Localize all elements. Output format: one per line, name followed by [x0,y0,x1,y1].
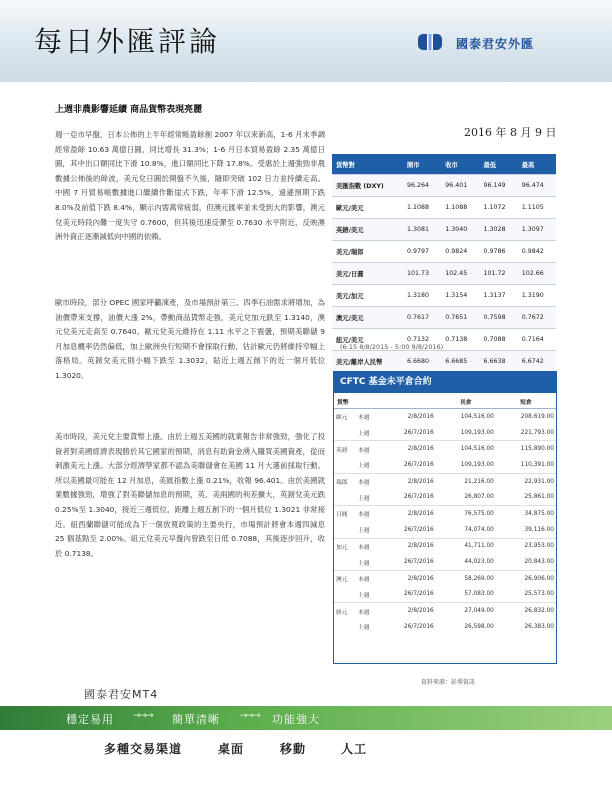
fx-col-close: 收市 [441,154,479,175]
fx-open: 0.7617 [403,307,441,329]
table-row [334,409,556,425]
cftc-col-short: 短倉 [496,394,556,409]
fx-high: 0.7672 [518,307,556,329]
cftc-short: 25,861.00 [496,489,556,505]
cftc-week: 上週 [356,457,381,473]
fx-close: 1.1088 [441,197,479,219]
fx-quotes-table [332,154,556,372]
cftc-long: 104,516.00 [460,446,494,453]
cftc-date: 26/7/2016 [381,587,436,603]
cftc-short: 115,890.00 [520,446,554,453]
cftc-currency: 歐元 [336,415,348,422]
fx-pair: 美元/瑞郎 [332,241,403,263]
fx-pair: 紐元/美元 [332,329,403,351]
cftc-long: 74,074.00 [436,522,496,538]
fx-high: 6.6742 [518,351,556,373]
cftc-week: 本週 [358,415,370,422]
arrow-icon: →→→ [133,711,153,721]
fx-close: 0.9824 [441,241,479,263]
cftc-date: 2/8/2016 [407,543,434,550]
cftc-long: 26,598.00 [464,623,494,630]
banner-item-powerful: 功能強大 [272,713,320,726]
table-row [334,554,556,570]
cftc-short: 23,953.00 [524,543,554,550]
cftc-panel [333,371,557,664]
fx-low: 1.3028 [479,219,517,241]
report-date: 2016 年 8 月 9 日 [464,126,557,139]
cftc-short: 39,116.00 [496,522,556,538]
table-row [334,489,556,505]
paragraph-europe: 歐市時段，部分 OPEC 國家呼籲凍產，及市場預計第三、四季石油需求將增加，為油價帶來支撐，油價大漲 2%，帶動商品貨幣走強，美元兌加元跌至 1.3140，澳元兌美元走高至 0.7640。歐元兌美元維持在 1.11 水平之下震盪，預期美聯儲 9 月加息機率仍然偏低，加上歐洲央行短期不會採取行動，估計歐元仍將維持窄幅上落格局。英鎊兌美元則小幅下跌至 1.3032，貼近上週五創下的近一個月低位 1.3020。 [55,298,325,380]
cftc-week: 上週 [356,554,381,570]
fx-high: 102.66 [518,263,556,285]
fx-close: 96.401 [441,175,479,197]
cftc-week: 本週 [358,609,370,616]
cftc-date: 2/8/2016 [407,575,434,582]
fx-col-high: 最高 [518,154,556,175]
fx-high: 1.1105 [518,197,556,219]
cftc-week: 上週 [356,425,381,441]
footer-mt4-title: 國泰君安MT4 [84,688,159,701]
cftc-week: 本週 [358,577,370,584]
table-row [334,522,556,538]
fx-low: 0.7088 [479,329,517,351]
cftc-currency: 加元 [336,544,348,551]
table-row [334,441,556,457]
cftc-currency: 日圓 [336,512,348,519]
cftc-currency [334,522,356,538]
cftc-long: 76,575.00 [464,510,494,517]
fx-low: 1.1072 [479,197,517,219]
fx-low: 96.149 [479,175,517,197]
cftc-currency [334,619,356,635]
cftc-currency: 紐元 [336,609,348,616]
cftc-week: 本週 [358,480,370,487]
table-row [334,506,556,522]
table-row [334,587,556,603]
cftc-date: 2/8/2016 [407,478,434,485]
table-row [334,538,556,554]
fx-close: 1.3040 [441,219,479,241]
cftc-short: 22,931.00 [524,478,554,485]
cftc-long: 44,023.00 [436,554,496,570]
fx-close: 0.7651 [441,307,479,329]
fx-close: 1.3154 [441,285,479,307]
cftc-week: 本週 [358,544,370,551]
fx-open: 101.73 [403,263,441,285]
cftc-long: 27,049.00 [464,608,494,615]
footer-item-desktop: 桌面 [218,742,245,756]
cftc-date: 26/7/2016 [404,623,434,630]
fx-high: 1.3097 [518,219,556,241]
fx-open: 0.9797 [403,241,441,263]
fx-low: 6.6638 [479,351,517,373]
table-row [334,457,556,473]
cftc-short: 34,875.00 [524,510,554,517]
table-row [334,603,556,619]
fx-low: 0.7598 [479,307,517,329]
page-header [0,0,612,82]
fx-pair: 英鎊/美元 [332,219,403,241]
brand-logo-icon [418,32,442,52]
cftc-currency: 英鎊 [336,447,348,454]
cftc-date: 2/8/2016 [407,446,434,453]
cftc-short: 26,383.00 [524,623,554,630]
cftc-header-row [334,394,556,409]
table-row [334,473,556,489]
cftc-date: 26/7/2016 [381,522,436,538]
fx-pair: 澳元/美元 [332,307,403,329]
cftc-long: 41,711.00 [464,543,494,550]
table-row [334,619,556,635]
paragraph-asia: 週一亞市早盤，日本公佈的上半年經常帳盈餘創 2007 年以來新高，1-6 月未季調經常盈餘 10.63 萬億日圓，同比增長 31.3%；1-6 月日本貿易盈餘 2.35 萬億日圓，其中出口額同比下滑 10.8%，進口額同比下降 17.8%。受惠於上週強勁非農數據公佈後的餘波，美元兌日圓於開盤不久後，隨即突破 102 日力並持續走高。中國 7 月貿易帳數據進口繼續作斷崖式下跌，年率下滑 12.5%，遠遜預期下跌 8.0%及前值下跌 8.4%，顯示內需萬常疲弱，但澳元匯率並未受到大的影響，澳元兌美元時段內難一度失守 0.7600，但其後迅速反彈至 0.7630 水平附近，反映澳洲外資正逐漸減低向中國的依賴。 [55,130,325,242]
fx-close: 6.6685 [441,351,479,373]
cftc-date: 26/7/2016 [381,425,436,441]
cftc-currency: 瑞郎 [336,480,348,487]
cftc-currency: 澳元 [336,577,348,584]
cftc-long: 104,516.00 [460,413,494,420]
cftc-short: 25,573.00 [496,587,556,603]
cftc-week: 上週 [356,522,381,538]
cftc-short: 208,619.00 [520,413,554,420]
cftc-week: 上週 [358,625,370,632]
cftc-currency [334,587,356,603]
fx-low: 0.9786 [479,241,517,263]
fx-open: 6.6680 [403,351,441,373]
cftc-week: 本週 [358,512,370,519]
table-row [332,307,556,329]
paragraph-us: 美市時段，美元兌主要貨幣上漲。由於上週五美國的就業報告非常強勁，強化了投資者對美國經濟表現勝於其它國家的預期，消息有助資金湧入購買美國資產，從而刺激美元上漲。大部分經濟學家都不認為美聯儲會在美國 11 月大選前採取行動。所以美國最可能在 12 月加息，美匯指數上漲 0.21%，收報 96.401。由於美國就業數據強勁，增強了對美聯儲加息的預期，英、美兩國的利差擴大，英鎊兌美元跌 0.25%至 1.3040，接近三週低位，距離上週五創下的一個月低位 1.3021 非常接近。紐西蘭聯儲可能成為下一個放寬政策的主要央行，市場預計將會本週四減息 25 個基點至 2.00%。紐元兌美元早盤內曾跌至日低 0.7088，其後逐步回升，收於 0.7138。 [55,432,325,558]
footer-item-mobile: 移動 [280,742,307,756]
cftc-currency [334,457,356,473]
cftc-currency [334,425,356,441]
table-row [332,175,556,197]
fx-pair: 歐元/美元 [332,197,403,219]
fx-high: 1.3190 [518,285,556,307]
fx-open: 96.264 [403,175,441,197]
cftc-currency [334,489,356,505]
cftc-short: 221,793.00 [496,425,556,441]
cftc-date: 2/8/2016 [407,608,434,615]
footer-item-manual: 人工 [341,742,368,756]
headline: 上週非農影響延續 商品貨幣表現亮麗 [55,105,203,115]
fx-high: 0.9842 [518,241,556,263]
table-row [334,570,556,586]
fx-open: 1.3081 [403,219,441,241]
fx-pair: 美元/日圓 [332,263,403,285]
cftc-short: 26,906.00 [524,575,554,582]
footer-item-channels: 多種交易渠道 [104,742,183,756]
data-source: 資料來源：彭博資訊 [421,679,476,686]
banner-item-simple: 簡單清晰 [172,713,220,726]
brand-name: 國泰君安外匯 [456,37,535,51]
page-title: 每日外匯評論 [34,25,221,58]
cftc-col-long: 長倉 [436,394,496,409]
cftc-short: 20,843.00 [496,554,556,570]
fx-open: 0.7132 [403,329,441,351]
cftc-col-currency: 貨幣 [334,394,436,409]
cftc-date: 26/7/2016 [381,489,436,505]
fx-col-open: 開市 [403,154,441,175]
table-row [332,219,556,241]
fx-open: 1.1088 [403,197,441,219]
cftc-week: 上週 [356,489,381,505]
cftc-long: 57,083.00 [436,587,496,603]
fx-pair: 美元/加元 [332,285,403,307]
cftc-long: 21,216.00 [464,478,494,485]
fx-pair: 美匯指數 (DXY) [332,175,403,197]
fx-high: 0.7164 [518,329,556,351]
fx-open: 1.3180 [403,285,441,307]
fx-col-low: 最低 [479,154,517,175]
cftc-long: 109,193.00 [436,425,496,441]
fx-close: 102.45 [441,263,479,285]
table-row [332,241,556,263]
cftc-long: 109,193.00 [436,457,496,473]
cftc-week: 上週 [356,587,381,603]
fx-low: 1.3137 [479,285,517,307]
cftc-date: 2/8/2016 [407,413,434,420]
cftc-date: 26/7/2016 [381,554,436,570]
table-row [332,197,556,219]
cftc-short: 26,832.00 [524,608,554,615]
cftc-long: 26,807.00 [436,489,496,505]
arrow-icon: →→→ [240,711,260,721]
cftc-date: 26/7/2016 [381,457,436,473]
fx-pair: 美元/離岸人民幣 [332,351,403,373]
cftc-date: 2/8/2016 [407,510,434,517]
fx-header-row [332,154,556,175]
fx-low: 101.72 [479,263,517,285]
fx-close: 0.7138 [441,329,479,351]
fx-high: 96.474 [518,175,556,197]
cftc-currency [334,554,356,570]
cftc-title: CFTC 基金未平倉合約 [334,372,556,393]
table-row [334,425,556,441]
banner-item-stable: 穩定易用 [66,713,114,726]
fx-col-pair: 貨幣對 [332,154,403,175]
table-row [332,351,556,373]
table-row [332,263,556,285]
fx-time-note: (6:15 8/8/2015 - 5:00 9/8/2016) [340,343,444,351]
cftc-table [334,394,556,635]
cftc-short: 110,391.00 [496,457,556,473]
cftc-week: 本週 [358,447,370,454]
cftc-long: 58,269.00 [464,575,494,582]
table-row [332,285,556,307]
